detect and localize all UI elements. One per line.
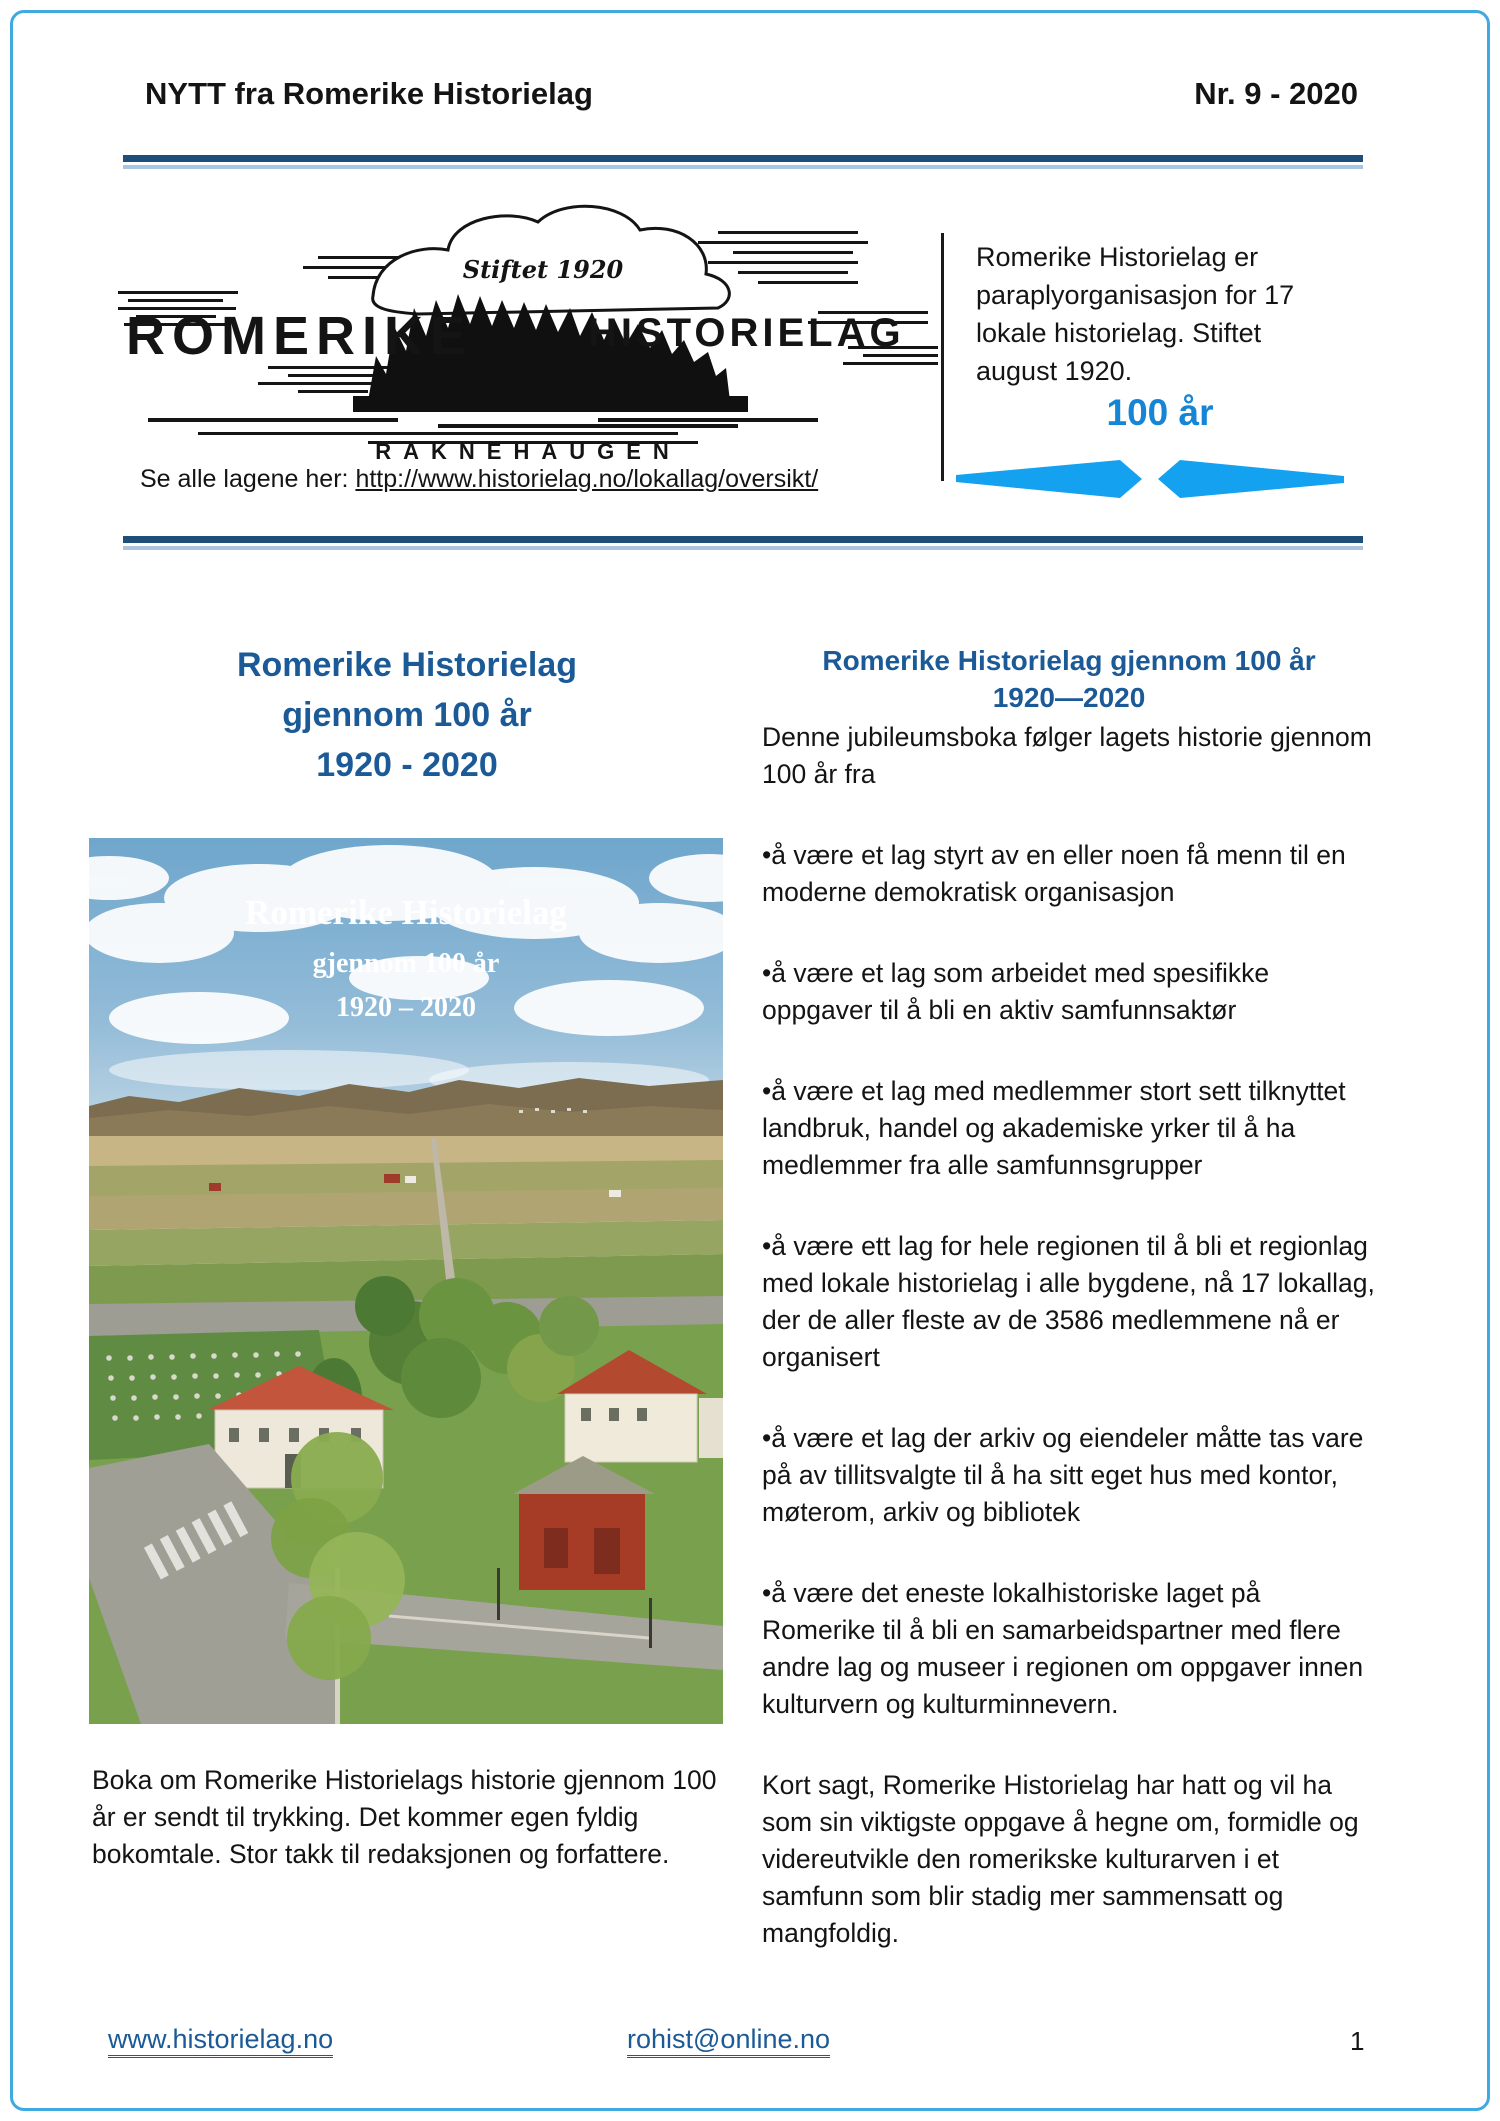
infobox-divider-line (941, 233, 944, 481)
bullet-marker: • (762, 1076, 772, 1106)
photo-overlay-subtitle: gjennom 100 år (312, 948, 500, 979)
article-heading (762, 642, 1376, 716)
bullet-text: å være det eneste lokalhistoriske laget på Romerike til å bli en samarbeidspartner med flere andre lag og museer i regionen om oppgaver innen kulturvern og kulturminnevern. (762, 1578, 1364, 1719)
section-divider (123, 536, 1363, 550)
bullet-marker: • (762, 1578, 772, 1608)
divider-dark-line (123, 536, 1363, 543)
bullet-marker: • (762, 840, 772, 870)
see-all-prefix: Se alle lagene her: (140, 465, 356, 493)
photo-fields (89, 1136, 723, 1308)
society-logo (118, 196, 940, 462)
header-divider (123, 155, 1363, 169)
bullet-text: å være et lag der arkiv og eiendeler måtte tas vare på av tillitsvalgte til å ha sitt eget hus med kontor, møterom, arkiv og bibliotek (762, 1423, 1364, 1527)
article-heading-line: Romerike Historielag gjennom 100 år (822, 645, 1316, 676)
bullet-marker: • (762, 1423, 772, 1453)
bullet-item (762, 1575, 1376, 1723)
article-body (762, 642, 1376, 1952)
divider-light-line (123, 546, 1363, 550)
bullet-marker: • (762, 958, 772, 988)
photo-overlay-years: 1920 – 2020 (336, 992, 476, 1023)
logo-text-raknehaugen: RAKNEHAUGEN (375, 439, 681, 462)
article-title-line: 1920 - 2020 (316, 746, 498, 784)
logo-founded-text: Stiftet 1920 (462, 255, 624, 284)
logo-text-historielag: HISTORIELAG (588, 311, 905, 355)
bullet-text: å være et lag med medlemmer stort sett tilknyttet landbruk, handel og akademiske yrker til å ha medlemmer fra alle samfunnsgrupper (762, 1076, 1346, 1180)
infobox-text: Romerike Historielag er paraplyorganisasjon for 17 lokale historielag. Stiftet august 1920. (976, 242, 1295, 386)
left-arrow-icon (956, 460, 1142, 498)
divider-light-line (123, 165, 1363, 169)
bullet-text: å være et lag som arbeidet med spesifikke oppgaver til å bli en aktiv samfunnsaktør (762, 958, 1270, 1025)
bullet-text: å være et lag styrt av en eller noen få menn til en moderne demokratisk organisasjon (762, 840, 1346, 907)
logo-text-romerike: ROMERIKE (126, 306, 474, 366)
issue-number: Nr. 9 - 2020 (1194, 76, 1358, 111)
bullet-item (762, 837, 1376, 911)
infobox-100-years: 100 år (1106, 392, 1214, 433)
right-arrow-icon (1158, 460, 1344, 498)
logo-tree-base (353, 396, 748, 412)
article-heading-line: 1920—2020 (992, 682, 1146, 713)
bullet-marker: • (762, 1231, 772, 1261)
see-all-line (140, 465, 818, 494)
article-closing: Kort sagt, Romerike Historielag har hatt og vil ha som sin viktigste oppgave å hegne om, formidle og videreutvikle den romerikske kulturarven i et samfunn som blir stadig mer sammensatt og mangfoldig. (762, 1770, 1359, 1948)
bullet-item (762, 1228, 1376, 1376)
divider-dark-line (123, 155, 1363, 162)
article-title-line: gjennom 100 år (282, 696, 532, 734)
article-intro: Denne jubileumsboka følger lagets historie gjennom 100 år fra (762, 722, 1372, 789)
bullet-item (762, 1420, 1376, 1531)
bullet-item (762, 1073, 1376, 1184)
footer-email-link[interactable]: rohist@online.no (627, 2024, 830, 2058)
article-title (90, 640, 724, 790)
article-title-line: Romerike Historielag (236, 646, 578, 684)
photo-lamp-post (497, 1568, 500, 1620)
anniversary-arrows-icon (952, 456, 1348, 502)
book-cover-photo (89, 838, 723, 1724)
photo-lamp-post (649, 1598, 652, 1648)
page-number: 1 (1350, 2026, 1365, 2056)
photo-caption: Boka om Romerike Historielags historie gjennom 100 år er sendt til trykking. Det kommer egen fyldig bokomtale. Stor takk til redaksjonen og forfattere. (92, 1765, 717, 1869)
bullet-text: å være ett lag for hele regionen til å bli et regionlag med lokale historielag i alle bygdene, nå 17 lokallag, der de aller fleste av de 3586 medlemmene nå er organisert (762, 1231, 1375, 1372)
newsletter-title: NYTT fra Romerike Historielag (145, 76, 593, 111)
photo-overlay-title: Romerike Historielag (245, 893, 567, 932)
bullet-item (762, 955, 1376, 1029)
footer-website-link[interactable]: www.historielag.no (108, 2024, 333, 2058)
chapters-overview-link[interactable]: http://www.historielag.no/lokallag/oversikt/ (355, 465, 819, 493)
